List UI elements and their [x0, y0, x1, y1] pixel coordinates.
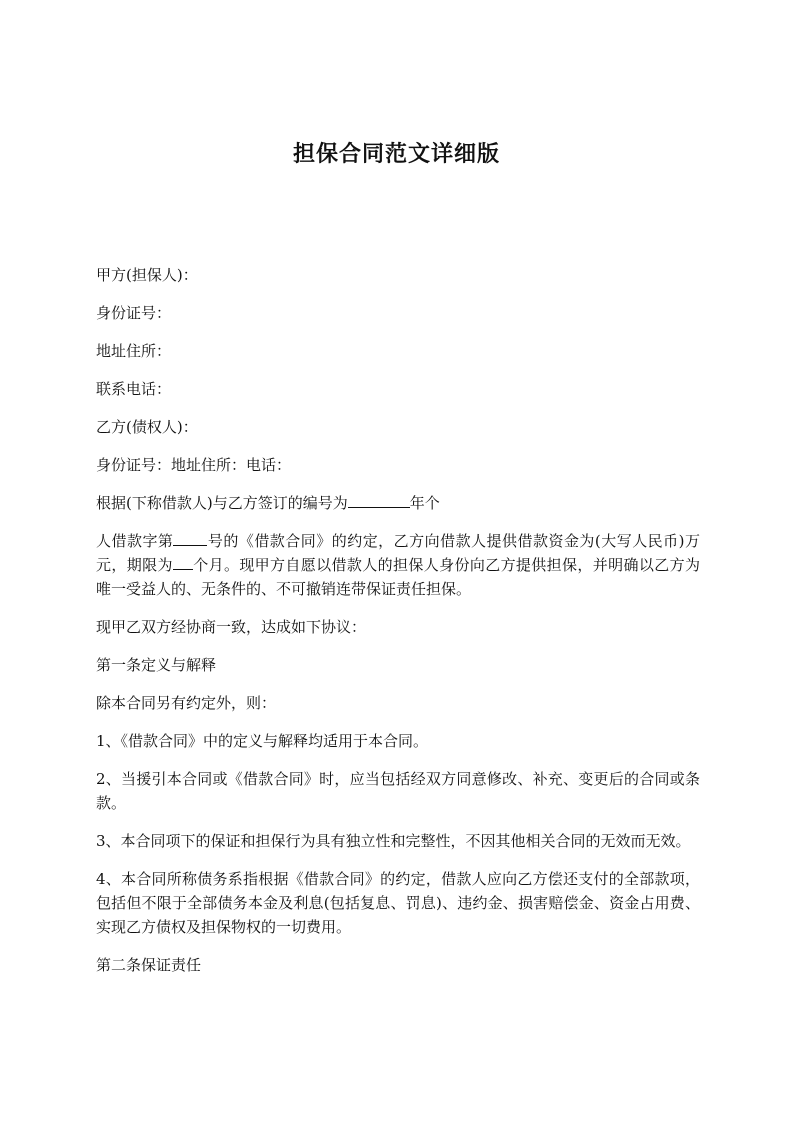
- agreement-line: 现甲乙双方经协商一致，达成如下协议：: [96, 618, 367, 636]
- party-a-line: 甲方(担保人)：: [96, 266, 198, 284]
- loan-part-1: 人借款字第: [96, 532, 174, 550]
- basis-paragraph: [96, 491, 700, 515]
- article-2-title: 第二条保证责任: [96, 956, 202, 974]
- id-number-line: 身份证号：: [96, 304, 172, 322]
- clause-3: 3、本合同项下的保证和担保行为具有独立性和完整性，不因其他相关合同的无效而无效。: [96, 832, 691, 850]
- article-1-title: 第一条定义与解释: [96, 656, 217, 674]
- party-b-info-line: 身份证号：地址住所：电话：: [96, 456, 292, 474]
- loan-part-2: 号的《借款合同》的约定，乙方向借款人提供借款资金为(大写人民币)万元，期限为: [96, 532, 700, 574]
- document-title: 担保合同范文详细版: [292, 142, 500, 167]
- address-line: 地址住所：: [96, 342, 172, 360]
- loan-paragraph: [96, 529, 700, 601]
- contract-number-blank: [348, 492, 410, 508]
- clause-4: 4、本合同所称债务系指根据《借款合同》的约定，借款人应向乙方偿还支付的全部款项，包括但不限于全部债务本金及利息(包括复息、罚息)、违约金、损害赔偿金、资金占用费、实现乙方债权及担保物权的一切费用。: [96, 870, 700, 936]
- basis-prefix: 根据(下称借款人)与乙方签订的编号为: [96, 494, 348, 512]
- loan-part-3: 个月。现甲方自愿以借款人的担保人身份向乙方提供担保，并明确以乙方为唯一受益人的、无条件的、不可撤销连带保证责任担保。: [96, 556, 700, 598]
- clause-1: 1、《借款合同》中的定义与解释均适用于本合同。: [96, 732, 429, 750]
- basis-suffix: 年个: [409, 494, 440, 512]
- phone-line: 联系电话：: [96, 380, 172, 398]
- clause-2: 2、当援引本合同或《借款合同》时，应当包括经双方同意修改、补充、变更后的合同或条款。: [96, 770, 700, 812]
- party-b-line: 乙方(债权人)：: [96, 418, 198, 436]
- loan-number-blank: [173, 530, 207, 546]
- document-body: [96, 263, 700, 991]
- loan-term-blank: [173, 554, 193, 570]
- article-1-intro: 除本合同另有约定外，则：: [96, 694, 277, 712]
